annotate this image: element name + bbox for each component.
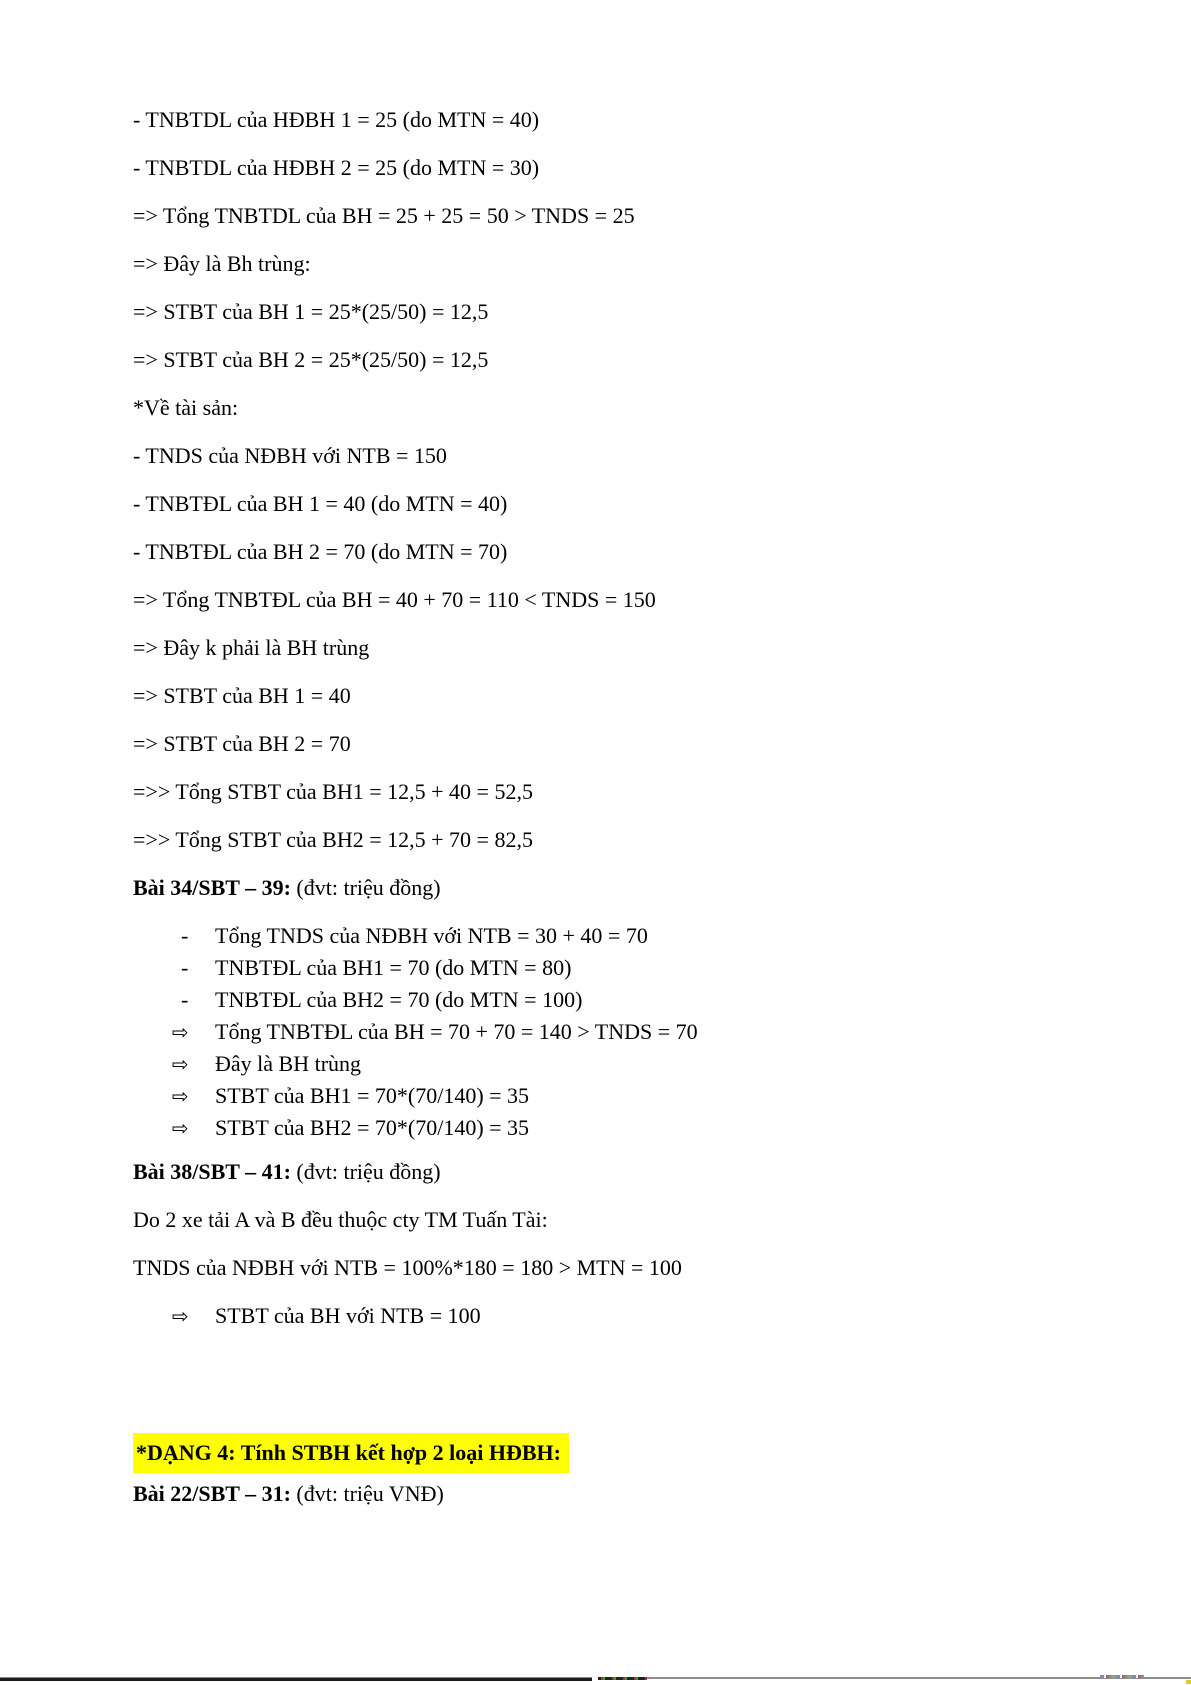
arrow-bullet-icon: ⇨ [172, 1304, 189, 1328]
doc-line [133, 731, 1151, 757]
doc-line [133, 683, 1151, 709]
text-segment: Bài 22/SBT – 31: [133, 1481, 291, 1506]
hyphen-bullet: - [181, 923, 189, 948]
doc-line [133, 491, 1151, 517]
doc-line [133, 587, 1151, 613]
text-segment: => Tổng TNBTDL của BH = 25 + 25 = 50 > TNDS = 25 [133, 203, 635, 228]
list-item [172, 1019, 1151, 1045]
text-segment: Tổng TNBTĐL của BH = 70 + 70 = 140 > TNDS = 70 [215, 1019, 698, 1044]
arrow-bullet-icon: ⇨ [172, 1020, 189, 1044]
arrow-bullet-icon: ⇨ [172, 1084, 189, 1108]
list-item [172, 987, 1151, 1013]
text-segment: Đây là BH trùng [215, 1051, 362, 1076]
text-segment: TNDS của NĐBH với NTB = 100%*180 = 180 > MTN = 100 [133, 1255, 682, 1280]
text-segment: Bài 34/SBT – 39: [133, 875, 291, 900]
list-item [172, 923, 1151, 949]
text-segment: => Tổng TNBTĐL của BH = 40 + 70 = 110 < TNDS = 150 [133, 587, 656, 612]
list-item [172, 1051, 1151, 1077]
doc-line [133, 443, 1151, 469]
text-segment: *DẠNG 4: Tính STBH kết hợp 2 loại HĐBH: [136, 1440, 561, 1465]
highlight-span [133, 1433, 569, 1473]
text-segment: STBT của BH2 = 70*(70/140) = 35 [215, 1115, 530, 1140]
doc-line [133, 395, 1151, 421]
text-segment: (đvt: triệu đồng) [290, 875, 441, 900]
taskbar-dark-segment [0, 1677, 592, 1681]
doc-line [133, 635, 1151, 661]
doc-line [133, 251, 1151, 277]
text-segment: *Về tài sản: [133, 395, 239, 420]
taskbar-icon-fragment [598, 1677, 647, 1680]
text-segment: Tổng TNDS của NĐBH với NTB = 30 + 40 = 70 [215, 923, 648, 948]
text-segment: - TNDS của NĐBH với NTB = 150 [133, 443, 447, 468]
exercise-heading [133, 1481, 1151, 1507]
taskbar-icon-fragment [1100, 1675, 1144, 1678]
text-segment: - TNBTDL của HĐBH 2 = 25 (do MTN = 30) [133, 155, 540, 180]
arrow-bullet-icon: ⇨ [172, 1116, 189, 1140]
list-item [172, 955, 1151, 981]
text-segment: TNBTĐL của BH1 = 70 (do MTN = 80) [215, 955, 572, 980]
doc-line [133, 107, 1151, 133]
hyphen-bullet: - [181, 955, 189, 980]
text-segment: =>> Tổng STBT của BH1 = 12,5 + 40 = 52,5 [133, 779, 533, 804]
hyphen-bullet: - [181, 987, 189, 1012]
doc-line [133, 779, 1151, 805]
text-segment: STBT của BH1 = 70*(70/140) = 35 [215, 1083, 530, 1108]
text-segment: => Đây k phải là BH trùng [133, 635, 370, 660]
doc-line [133, 539, 1151, 565]
doc-line [133, 203, 1151, 229]
text-segment: Do 2 xe tải A và B đều thuộc cty TM Tuấn Tài: [133, 1207, 548, 1232]
taskbar-yellow-fragment [1186, 1680, 1191, 1684]
text-segment: (đvt: triệu VNĐ) [290, 1481, 444, 1506]
text-segment: TNBTĐL của BH2 = 70 (do MTN = 100) [215, 987, 583, 1012]
list-item [172, 1115, 1151, 1141]
doc-line [133, 155, 1151, 181]
list-item [172, 1303, 1151, 1329]
text-segment: STBT của BH với NTB = 100 [215, 1303, 481, 1328]
text-segment: => STBT của BH 1 = 25*(25/50) = 12,5 [133, 299, 489, 324]
text-segment: => STBT của BH 2 = 70 [133, 731, 351, 756]
list-item [172, 1083, 1151, 1109]
text-segment: => STBT của BH 2 = 25*(25/50) = 12,5 [133, 347, 489, 372]
arrow-bullet-icon: ⇨ [172, 1052, 189, 1076]
text-segment: Bài 38/SBT – 41: [133, 1159, 291, 1184]
exercise-heading [133, 875, 1151, 901]
section-heading-highlighted [133, 1433, 1151, 1473]
text-segment: =>> Tổng STBT của BH2 = 12,5 + 70 = 82,5 [133, 827, 533, 852]
doc-line [133, 347, 1151, 373]
text-segment: - TNBTĐL của BH 2 = 70 (do MTN = 70) [133, 539, 508, 564]
text-segment: (đvt: triệu đồng) [290, 1159, 441, 1184]
doc-line [133, 1207, 1151, 1233]
doc-line [133, 827, 1151, 853]
text-segment: => STBT của BH 1 = 40 [133, 683, 351, 708]
doc-line [133, 1255, 1151, 1281]
text-segment: - TNBTDL của HĐBH 1 = 25 (do MTN = 40) [133, 107, 540, 132]
doc-line [133, 299, 1151, 325]
text-segment: - TNBTĐL của BH 1 = 40 (do MTN = 40) [133, 491, 508, 516]
text-segment: => Đây là Bh trùng: [133, 251, 311, 276]
exercise-heading [133, 1159, 1151, 1185]
